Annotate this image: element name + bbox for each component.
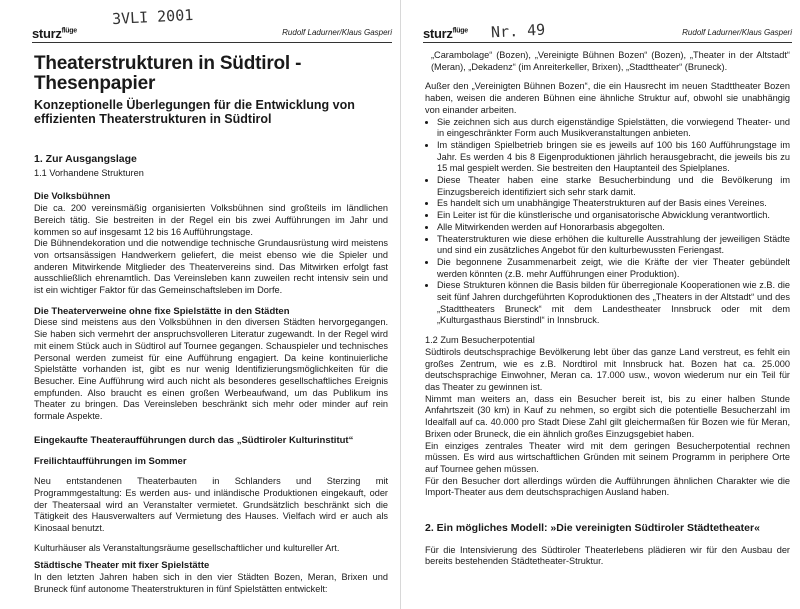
page-title: Theaterstrukturen in Südtirol - Thesenpapier bbox=[34, 53, 302, 94]
bullet-list bbox=[425, 117, 790, 328]
paragraph: In den letzten Jahren haben sich in den vier Städten Bozen, Meran, Brixen und Bruneck fünf autonome Theaterstrukturen in fünf Spielstätten entwickelt: bbox=[34, 572, 388, 594]
list-item: • Es handelt sich um unabhängige Theaterstrukturen auf der Basis eines Vereines. bbox=[437, 198, 790, 210]
paragraph: Diese sind meistens aus den Volksbühnen in den diversen Städten hervorgegangen. Sie haben sich vermehrt der anspruchsvolleren Literatur zugewandt. In der Regel wird mit einem Stück auch in Südtirol auf Tournee gegangen. Schauspieler und technisches Personal werden zumeist für eine Aufführung engagiert. Da keine kontinuierliche Spielstätte vorhanden ist, gibt es nur wenig Identifizierungsmöglichkeiten für die Besucher. Eine Aufführung wird auch nicht als besonderes gesellschaftliches Ereignis empfunden. Also braucht es einen großen Werbeaufwand, um das Publikum ins Theater zu bringen. Das Vereinsleben beschränkt sich mehr oder minder auf rein formale Aspekte. bbox=[34, 317, 388, 422]
list-item: • Diese Theater haben eine starke Besucherbindung und die Bevölkerung im Einzugsbereich identifiziert sich sehr stark damit. bbox=[437, 175, 790, 198]
heading-freilicht: Freilichtaufführungen im Sommer bbox=[34, 456, 187, 468]
paragraph: Für die Intensivierung des Südtiroler Theaterlebens plädieren wir für den Ausbau der bereits bestehenden Städtetheater-Struktur. bbox=[425, 544, 790, 567]
list-item: • Alle Mitwirkenden werden auf Honorarbasis abgegolten. bbox=[437, 222, 790, 234]
list-item: • Sie zeichnen sich aus durch eigenständige Spielstätten, die vorwiegend Theater- und in eingeschränkter Form auch Musikveranstaltungen anbieten. bbox=[437, 117, 790, 140]
section-heading: 1. Zur Ausgangslage bbox=[34, 153, 137, 165]
paragraph: Ein einziges zentrales Theater wird mit dem geringen Besucherpotential rechnen müssen. Es wird aus wirtschaftlichen Gründen mit seinem Programm in periphere Orte auf Tournee gehen müssen. bbox=[425, 440, 790, 474]
list-item: • Diese Strukturen können die Basis bilden für überregionale Kooperationen wie z.B. die seit fünf Jahren durchgeführten Koproduktionen des „Theaters in der Altstadt“ und des „Stadttheaters Bruneck“ mit dem Landestheater Innsbruck oder mit dem „Kulturgasthaus Bierstindl“ in Innsbruck. bbox=[437, 280, 790, 327]
list-item: • Theaterstrukturen wie diese erhöhen die kulturelle Ausstrahlung der jeweiligen Städte und sind ein zusätzliches Angebot für den kulturbewussten Feriengast. bbox=[437, 234, 790, 257]
paragraph: Nimmt man weiters an, dass ein Besucher bereit ist, bis zu einer halben Stunde Anfahrtszeit (30 km) in Kauf zu nehmen, so ergibt sich die potentielle Besucherzahl im Idealfall auf ca. 40.000 pro Stadt Diese Zahl gilt gleichermaßen für Bozen wie für Meran, Brixen oder Bruneck, die ein ähnlich großes Einzugsgebiet haben. bbox=[425, 393, 790, 439]
right-content bbox=[425, 50, 790, 568]
paragraph: Die Bühnendekoration und die notwendige technische Grundausrüstung wird meistens von ortsansässigen Handwerkern geliefert, die meist ebenso wie die Spieler und anderen Mitwirkende Mitglieder des Theatervereins sind. Das Mitwirken erfolgt fast ausschließlich ehrenamtlich. Das Vereinsleben kann zuweilen recht intensiv sein und ist ein wichtiger Faktor für das Gemeinschaftsleben im Dorfe. bbox=[34, 238, 388, 296]
left-content bbox=[34, 52, 388, 596]
paragraph: Neu entstandenen Theaterbauten in Schlanders und Sterzing mit Programmgestaltung: Es werden aus- und inländische Produktionen eingekauft, oder der Theatersaal wird an Veranstalter vermietet. Grundsätzlich beschränkt sich die Tätigkeit des Hausverwalters auf Vermietung des Hauses. Vielfach wird er auch als Kinosaal benutzt. bbox=[34, 476, 388, 533]
right-page bbox=[400, 0, 800, 609]
authors: Rudolf Ladurner/Klaus Gasperi bbox=[682, 28, 792, 37]
subsection-heading: 1.2 Zum Besucherpotential bbox=[425, 335, 535, 346]
page-header bbox=[423, 26, 792, 43]
list-item: • Ein Leiter ist für die künstlerische und organisatorische Abwicklung verantwortlich. bbox=[437, 210, 790, 222]
heading-ohne-spielstaette: Die Theaterverweine ohne fixe Spielstätte in den Städten bbox=[34, 305, 290, 317]
paragraph: Außer den „Vereinigten Bühnen Bozen“, die ein Hausrecht im neuen Stadttheater Bozen haben, weisen die anderen Bühnen eine ähnliche Struktur auf, obwohl sie unabhängig von einander arbeiten. bbox=[425, 81, 790, 115]
paragraph: Kulturhäuser als Veranstaltungsräume gesellschaftlicher und kultureller Art. bbox=[34, 542, 340, 553]
paragraph: Für den Besucher dort allerdings würden die Aufführungen ähnlichen Charakter wie die Import-Theater aus dem deutschsprachigen Ausland haben. bbox=[425, 475, 790, 498]
paragraph: Südtirols deutschsprachige Bevölkerung lebt über das ganze Land verstreut, es fehlt ein großes Zentrum, wie es z.B. Nordtirol mit Innsbruck hat. Bozen hat ca. 25.000 deutschsprachige Einwohner, Meran ca. 17.000 usw., wovon wiederum nur ein Teil für das Theater zu gewinnen ist. bbox=[425, 346, 790, 392]
list-item: • Die begonnene Zusammenarbeit zeigt, wie die Kräfte der vier Theater gebündelt werden könnten (z.B. mehr Aufführungen einer Produktion). bbox=[437, 257, 790, 280]
paragraph: Die ca. 200 vereinsmäßig organisierten Volksbühnen sind großteils im ländlichen Bereich tätig. Sie bestreiten in der Regel ein bis zwei Aufführungen im Jahr und kommen so auf insgesamt 12 bis 16 Aufführungstage. bbox=[34, 203, 388, 237]
handwritten-number: Nr. 49 bbox=[490, 20, 546, 42]
sturzfluege-logo: sturz$^{flüge}$ bbox=[423, 26, 468, 41]
sturzfluege-logo: sturz$^{flüge}$ bbox=[32, 26, 77, 41]
subsection-heading: 1.1 Vorhandene Strukturen bbox=[34, 167, 144, 178]
list-item: • Im ständigen Spielbetrieb bringen sie es jeweils auf 100 bis 160 Aufführungstage im Jahr. Es werden 4 bis 8 Eigenproduktionen jährlich herausgebracht, die jeweils bis zu 15 mal gespielt werden. Sie bestreiten den Hauptanteil des Spielplanes. bbox=[437, 140, 790, 175]
authors: Rudolf Ladurner/Klaus Gasperi bbox=[282, 28, 392, 37]
paragraph: „Carambolage“ (Bozen), „Vereinigte Bühnen Bozen“ (Bozen), „Theater in der Altstadt“ (Meran), „Dekadenz“ (im Anreiterkeller, Brixen), „Stadttheater“ (Bruneck). bbox=[431, 50, 790, 72]
page-subtitle: Konzeptionelle Überlegungen für die Entwicklung von effizienten Theaterstrukturen in Südtirol bbox=[34, 98, 355, 126]
heading-fixe-spielstaette: Städtische Theater mit fixer Spielstätte bbox=[34, 560, 210, 572]
page-header bbox=[32, 26, 392, 43]
heading-eingekauft: Eingekaufte Theateraufführungen durch das „Südtiroler Kulturinstitut“ bbox=[34, 434, 354, 446]
heading-volksbuehnen: Die Volksbühnen bbox=[34, 191, 111, 203]
section-heading: 2. Ein mögliches Modell: »Die vereinigten Südtiroler Städtetheater« bbox=[425, 522, 760, 535]
handwritten-date: 3VLI 2001 bbox=[111, 5, 194, 29]
